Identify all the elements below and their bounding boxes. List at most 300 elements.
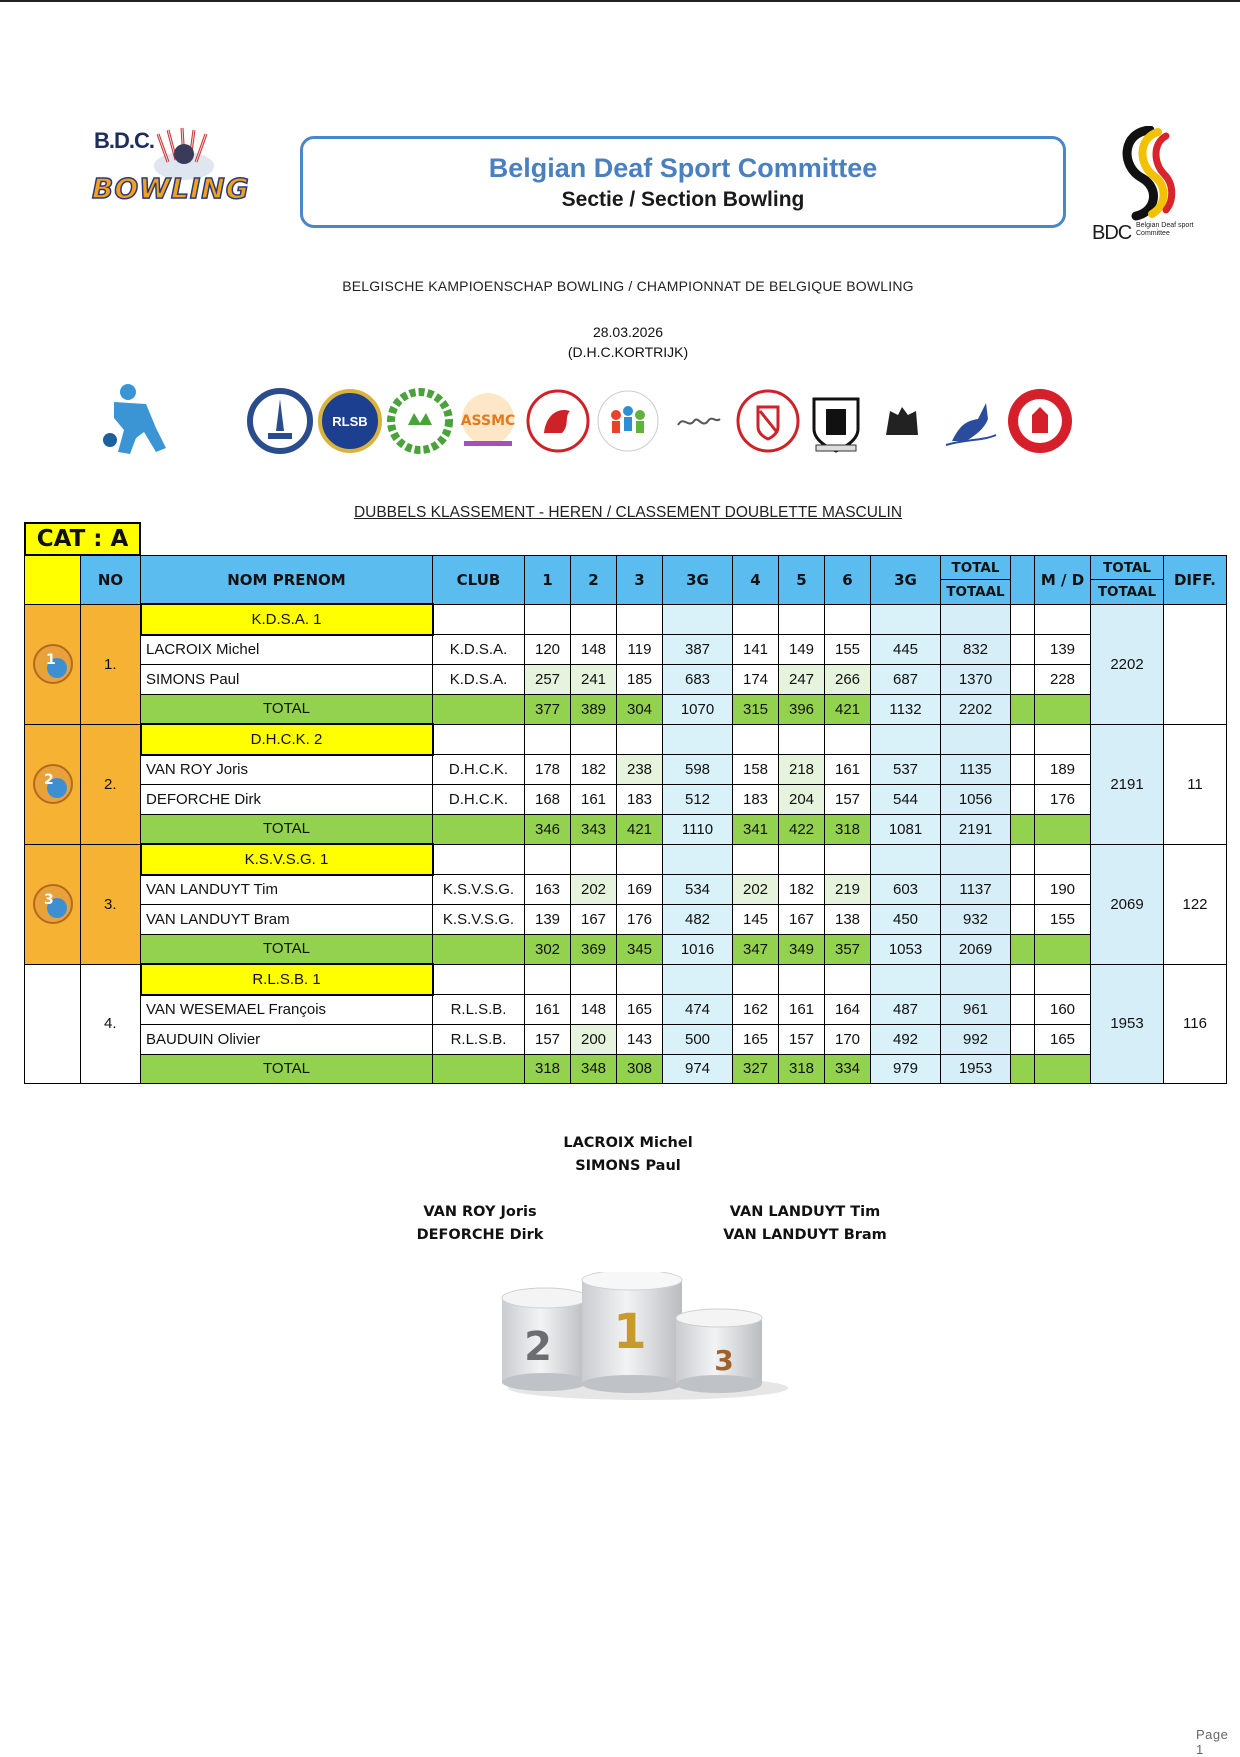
- medal-number: 2: [43, 772, 54, 788]
- game-score: 169: [617, 875, 663, 905]
- total-game: 346: [525, 814, 571, 844]
- empty-cell: [941, 604, 1011, 635]
- header-name: NOM PRENOM: [141, 556, 433, 605]
- subtotal-score: 512: [663, 785, 733, 815]
- club-logo-hands-icon: [868, 385, 936, 457]
- subtotal-score: 537: [871, 755, 941, 785]
- empty-cell: [617, 724, 663, 755]
- game-score: 164: [825, 995, 871, 1025]
- game-score: 145: [733, 905, 779, 935]
- podium-second-name-2: DEFORCHE Dirk: [416, 1227, 544, 1243]
- medal-number: 3: [43, 892, 54, 908]
- header-game5: 5: [779, 556, 825, 605]
- podium-first-name-2: SIMONS Paul: [575, 1158, 681, 1174]
- game-score: 161: [525, 995, 571, 1025]
- player-club: R.L.S.B.: [433, 1025, 525, 1055]
- game-score: 138: [825, 905, 871, 935]
- player-name: DEFORCHE Dirk: [141, 785, 433, 815]
- club-logo-asbmc-icon: [454, 385, 522, 457]
- game-score: 182: [779, 875, 825, 905]
- gold-medal-icon: [31, 638, 75, 686]
- podium-first-name-1: LACROIX Michel: [563, 1135, 693, 1151]
- game-score: 161: [571, 785, 617, 815]
- ranking-title: DUBBELS KLASSEMENT - HEREN / CLASSEMENT DOUBLETTE MASCULIN: [353, 504, 903, 521]
- player-total: 932: [941, 905, 1011, 935]
- team-name: R.L.S.B. 1: [141, 964, 433, 995]
- player-total: 961: [941, 995, 1011, 1025]
- empty-cell: [1011, 604, 1035, 635]
- empty-cell: [617, 604, 663, 635]
- game-score: 165: [733, 1025, 779, 1055]
- team-total-row: [25, 1054, 1227, 1084]
- empty-cell: [825, 724, 871, 755]
- empty-cell: [571, 844, 617, 875]
- player-name: VAN LANDUYT Tim: [141, 875, 433, 905]
- player-club: R.L.S.B.: [433, 995, 525, 1025]
- total-game: 377: [525, 694, 571, 724]
- player-club: K.D.S.A.: [433, 635, 525, 665]
- club-logo-dragon-icon: [524, 385, 592, 457]
- empty-cell: [571, 724, 617, 755]
- game-score: 266: [825, 665, 871, 695]
- podium-second-name-1: VAN ROY Joris: [423, 1204, 537, 1220]
- total-game: 318: [779, 1054, 825, 1084]
- player-total: 1056: [941, 785, 1011, 815]
- grand-total: 1953: [1091, 964, 1164, 1084]
- total-game: 345: [617, 934, 663, 964]
- header-spacer: [1011, 556, 1035, 605]
- empty-cell: [525, 844, 571, 875]
- player-total: 992: [941, 1025, 1011, 1055]
- team-total-row: [25, 694, 1227, 724]
- empty-cell: [1011, 785, 1035, 815]
- empty-cell: [1011, 995, 1035, 1025]
- empty-cell: [1011, 905, 1035, 935]
- empty-cell: [1035, 1054, 1091, 1084]
- game-score: 174: [733, 665, 779, 695]
- game-score: 238: [617, 755, 663, 785]
- header-game4: 4: [733, 556, 779, 605]
- total-game: 327: [733, 1054, 779, 1084]
- event-date: 28.03.2026: [592, 324, 664, 340]
- player-name: VAN ROY Joris: [141, 755, 433, 785]
- total-subtotal: 1132: [871, 694, 941, 724]
- game-score: 204: [779, 785, 825, 815]
- total-label: TOTAL: [141, 1054, 433, 1084]
- player-name: SIMONS Paul: [141, 665, 433, 695]
- podium-third-name-2: VAN LANDUYT Bram: [723, 1227, 887, 1243]
- team-row: [25, 844, 1227, 875]
- player-row: [25, 665, 1227, 695]
- logo-bdc-small-text: [1136, 222, 1194, 238]
- total-game: 341: [733, 814, 779, 844]
- empty-cell: [1011, 665, 1035, 695]
- player-average: 176: [1035, 785, 1091, 815]
- player-club: K.S.V.S.G.: [433, 905, 525, 935]
- empty-cell: [1011, 755, 1035, 785]
- subtotal-score: 387: [663, 635, 733, 665]
- diff-value: 11: [1164, 724, 1227, 844]
- player-name: VAN WESEMAEL François: [141, 995, 433, 1025]
- logo-bowling-text: BOWLING: [92, 172, 250, 205]
- game-score: 157: [525, 1025, 571, 1055]
- player-total: 1370: [941, 665, 1011, 695]
- total-game: 348: [571, 1054, 617, 1084]
- header-no: NO: [81, 556, 141, 605]
- total-subtotal: 1053: [871, 934, 941, 964]
- page-title: Belgian Deaf Sport Committee: [488, 153, 878, 183]
- empty-cell: [433, 814, 525, 844]
- category-label: CAT : A: [24, 522, 141, 556]
- game-score: 200: [571, 1025, 617, 1055]
- empty-cell: [1035, 934, 1091, 964]
- total-label: TOTAL: [141, 694, 433, 724]
- empty-cell: [1011, 844, 1035, 875]
- game-score: 157: [779, 1025, 825, 1055]
- club-logo-green-icon: [386, 385, 454, 457]
- bronze-medal-icon: [31, 878, 75, 926]
- game-score: 176: [617, 905, 663, 935]
- club-logo-asbmc-text: ASSMC: [460, 413, 516, 429]
- empty-cell: [1035, 604, 1091, 635]
- diff-value: [1164, 604, 1227, 724]
- club-logo-ruso-icon: [246, 385, 314, 457]
- empty-cell: [433, 1054, 525, 1084]
- team-row: [25, 964, 1227, 995]
- empty-cell: [825, 844, 871, 875]
- game-score: 149: [779, 635, 825, 665]
- total-label: TOTAL: [141, 814, 433, 844]
- player-row: [25, 875, 1227, 905]
- player-total: 1135: [941, 755, 1011, 785]
- club-logo-script-icon: [664, 385, 732, 457]
- empty-cell: [1035, 844, 1091, 875]
- empty-cell: [871, 964, 941, 995]
- event-name: BELGISCHE KAMPIOENSCHAP BOWLING / CHAMPIONNAT DE BELGIQUE BOWLING: [342, 278, 914, 294]
- empty-cell: [433, 694, 525, 724]
- subtotal-score: 474: [663, 995, 733, 1025]
- total-game: 347: [733, 934, 779, 964]
- header-diff: DIFF.: [1164, 556, 1227, 605]
- game-score: 167: [571, 905, 617, 935]
- table-header-row: [25, 556, 1227, 580]
- empty-cell: [941, 844, 1011, 875]
- empty-cell: [733, 724, 779, 755]
- game-score: 247: [779, 665, 825, 695]
- player-name: LACROIX Michel: [141, 635, 433, 665]
- game-score: 120: [525, 635, 571, 665]
- medal-cell: [25, 844, 81, 964]
- player-average: 139: [1035, 635, 1091, 665]
- bowler-silhouette-icon: [100, 382, 172, 458]
- total-game: 422: [779, 814, 825, 844]
- game-score: 202: [733, 875, 779, 905]
- game-score: 241: [571, 665, 617, 695]
- empty-cell: [779, 844, 825, 875]
- empty-cell: [571, 604, 617, 635]
- total-sum: 2202: [941, 694, 1011, 724]
- bdc-committee-logo: [1090, 126, 1210, 242]
- club-logo-rlsb-text: RLSB: [332, 414, 368, 429]
- empty-cell: [941, 724, 1011, 755]
- empty-cell: [525, 604, 571, 635]
- empty-cell: [1035, 724, 1091, 755]
- club-logo-people-icon: [594, 385, 662, 457]
- empty-cell: [525, 724, 571, 755]
- game-score: 167: [779, 905, 825, 935]
- podium-third-names: [690, 1201, 920, 1247]
- empty-cell: [733, 604, 779, 635]
- podium-step-1-label: 1: [613, 1304, 647, 1360]
- subtotal-score: 445: [871, 635, 941, 665]
- empty-cell: [617, 844, 663, 875]
- team-row: [25, 604, 1227, 635]
- total-label: TOTAL: [141, 934, 433, 964]
- empty-cell: [433, 934, 525, 964]
- header-club: CLUB: [433, 556, 525, 605]
- game-score: 139: [525, 905, 571, 935]
- logo-bdc-letters: BDC: [1092, 222, 1132, 244]
- page-number: Page 1: [1196, 1727, 1229, 1757]
- game-score: 148: [571, 635, 617, 665]
- empty-cell: [1035, 694, 1091, 724]
- total-game: 421: [825, 694, 871, 724]
- empty-cell: [733, 964, 779, 995]
- empty-cell: [525, 964, 571, 995]
- player-average: 228: [1035, 665, 1091, 695]
- grand-total: 2069: [1091, 844, 1164, 964]
- player-club: D.H.C.K.: [433, 785, 525, 815]
- subtotal-score: 687: [871, 665, 941, 695]
- header-subtotal2: 3G: [871, 556, 941, 605]
- medal-cell: [25, 604, 81, 724]
- team-name: D.H.C.K. 2: [141, 724, 433, 755]
- total-game: 389: [571, 694, 617, 724]
- game-score: 141: [733, 635, 779, 665]
- logo-bdc-text: B.D.C.: [94, 128, 154, 153]
- player-average: 189: [1035, 755, 1091, 785]
- header-game1: 1: [525, 556, 571, 605]
- empty-cell: [663, 964, 733, 995]
- player-total: 832: [941, 635, 1011, 665]
- game-score: 158: [733, 755, 779, 785]
- empty-cell: [779, 724, 825, 755]
- empty-cell: [1011, 1025, 1035, 1055]
- game-score: 163: [525, 875, 571, 905]
- empty-cell: [1011, 1054, 1035, 1084]
- game-score: 185: [617, 665, 663, 695]
- game-score: 161: [779, 995, 825, 1025]
- empty-cell: [871, 724, 941, 755]
- game-score: 143: [617, 1025, 663, 1055]
- club-logo-gazelle-icon: [936, 385, 1004, 457]
- total-subtotal: 1070: [663, 694, 733, 724]
- player-name: BAUDUIN Olivier: [141, 1025, 433, 1055]
- empty-cell: [941, 964, 1011, 995]
- rank-number: 1.: [81, 604, 141, 724]
- podium-third-name-1: VAN LANDUYT Tim: [729, 1204, 881, 1220]
- club-logo-lion-shield-icon: [802, 385, 870, 457]
- header-blank: [25, 556, 81, 605]
- header-game6: 6: [825, 556, 871, 605]
- medal-number: 1: [45, 652, 56, 668]
- player-average: 190: [1035, 875, 1091, 905]
- silver-medal-icon: [31, 758, 75, 806]
- total-game: 334: [825, 1054, 871, 1084]
- grand-total: 2202: [1091, 604, 1164, 724]
- game-score: 161: [825, 755, 871, 785]
- header-game2: 2: [571, 556, 617, 605]
- header-title-box: [300, 136, 1066, 228]
- player-row: [25, 635, 1227, 665]
- total-game: 421: [617, 814, 663, 844]
- total-game: 304: [617, 694, 663, 724]
- game-score: 182: [571, 755, 617, 785]
- player-average: 155: [1035, 905, 1091, 935]
- diff-value: 122: [1164, 844, 1227, 964]
- team-total-row: [25, 934, 1227, 964]
- team-name: K.S.V.S.G. 1: [141, 844, 433, 875]
- subtotal-score: 603: [871, 875, 941, 905]
- game-score: 219: [825, 875, 871, 905]
- logo-bdc-small-line2: Committee: [1136, 230, 1170, 237]
- total-subtotal: 1110: [663, 814, 733, 844]
- empty-cell: [1011, 814, 1035, 844]
- player-average: 165: [1035, 1025, 1091, 1055]
- player-club: K.D.S.A.: [433, 665, 525, 695]
- empty-cell: [1011, 724, 1035, 755]
- club-logos-row: [246, 385, 1086, 461]
- total-subtotal: 1016: [663, 934, 733, 964]
- player-row: [25, 905, 1227, 935]
- podium-second-names: [380, 1201, 580, 1247]
- empty-cell: [825, 604, 871, 635]
- total-subtotal: 974: [663, 1054, 733, 1084]
- game-score: 170: [825, 1025, 871, 1055]
- subtotal-score: 492: [871, 1025, 941, 1055]
- empty-cell: [825, 964, 871, 995]
- player-row: [25, 785, 1227, 815]
- subtotal-score: 487: [871, 995, 941, 1025]
- total-game: 396: [779, 694, 825, 724]
- empty-cell: [663, 724, 733, 755]
- club-logo-crest-red-icon: [734, 385, 802, 457]
- player-row: [25, 995, 1227, 1025]
- total-sum: 2069: [941, 934, 1011, 964]
- total-game: 357: [825, 934, 871, 964]
- game-score: 183: [733, 785, 779, 815]
- diff-value: 116: [1164, 964, 1227, 1084]
- medal-cell: [25, 724, 81, 844]
- player-total: 1137: [941, 875, 1011, 905]
- empty-cell: [779, 604, 825, 635]
- podium-step-3-label: 3: [714, 1344, 734, 1377]
- empty-cell: [1011, 635, 1035, 665]
- page-subtitle: Sectie / Section Bowling: [561, 188, 805, 211]
- empty-cell: [617, 964, 663, 995]
- game-score: 168: [525, 785, 571, 815]
- total-sum: 2191: [941, 814, 1011, 844]
- belgian-flag-swirl-icon: [1102, 126, 1202, 222]
- team-name: K.D.S.A. 1: [141, 604, 433, 635]
- player-average: 160: [1035, 995, 1091, 1025]
- total-subtotal: 1081: [871, 814, 941, 844]
- empty-cell: [1011, 934, 1035, 964]
- header-game3: 3: [617, 556, 663, 605]
- top-border-line: [0, 0, 1240, 2]
- subtotal-score: 598: [663, 755, 733, 785]
- empty-cell: [1011, 964, 1035, 995]
- podium-first-names: [528, 1132, 728, 1178]
- empty-cell: [663, 844, 733, 875]
- empty-cell: [433, 964, 525, 995]
- empty-cell: [779, 964, 825, 995]
- total-game: 318: [825, 814, 871, 844]
- total-subtotal: 979: [871, 1054, 941, 1084]
- game-score: 218: [779, 755, 825, 785]
- game-score: 155: [825, 635, 871, 665]
- medal-cell-empty: [25, 964, 81, 1084]
- game-score: 202: [571, 875, 617, 905]
- player-club: D.H.C.K.: [433, 755, 525, 785]
- total-game: 302: [525, 934, 571, 964]
- player-name: VAN LANDUYT Bram: [141, 905, 433, 935]
- results-table: [24, 555, 1227, 1084]
- subtotal-score: 683: [663, 665, 733, 695]
- total-game: 349: [779, 934, 825, 964]
- header-grand-bottom: TOTAAL: [1091, 580, 1164, 604]
- empty-cell: [433, 604, 525, 635]
- subtotal-score: 482: [663, 905, 733, 935]
- player-row: [25, 755, 1227, 785]
- game-score: 178: [525, 755, 571, 785]
- bdc-bowling-logo: [88, 124, 263, 224]
- game-score: 119: [617, 635, 663, 665]
- empty-cell: [871, 844, 941, 875]
- header-total-top: TOTAL: [941, 556, 1011, 580]
- game-score: 183: [617, 785, 663, 815]
- empty-cell: [571, 964, 617, 995]
- subtotal-score: 534: [663, 875, 733, 905]
- game-score: 257: [525, 665, 571, 695]
- empty-cell: [1035, 964, 1091, 995]
- empty-cell: [433, 844, 525, 875]
- game-score: 162: [733, 995, 779, 1025]
- total-game: 369: [571, 934, 617, 964]
- rank-number: 3.: [81, 844, 141, 964]
- total-game: 315: [733, 694, 779, 724]
- total-game: 318: [525, 1054, 571, 1084]
- total-game: 308: [617, 1054, 663, 1084]
- empty-cell: [663, 604, 733, 635]
- empty-cell: [1035, 814, 1091, 844]
- rank-number: 2.: [81, 724, 141, 844]
- podium-image: [498, 1272, 798, 1402]
- team-row: [25, 724, 1227, 755]
- game-score: 148: [571, 995, 617, 1025]
- rank-number: 4.: [81, 964, 141, 1084]
- subtotal-score: 450: [871, 905, 941, 935]
- header-subtotal1: 3G: [663, 556, 733, 605]
- player-row: [25, 1025, 1227, 1055]
- subtotal-score: 500: [663, 1025, 733, 1055]
- total-game: 343: [571, 814, 617, 844]
- player-club: K.S.V.S.G.: [433, 875, 525, 905]
- empty-cell: [1011, 875, 1035, 905]
- empty-cell: [871, 604, 941, 635]
- subtotal-score: 544: [871, 785, 941, 815]
- header-total-bottom: TOTAAL: [941, 580, 1011, 604]
